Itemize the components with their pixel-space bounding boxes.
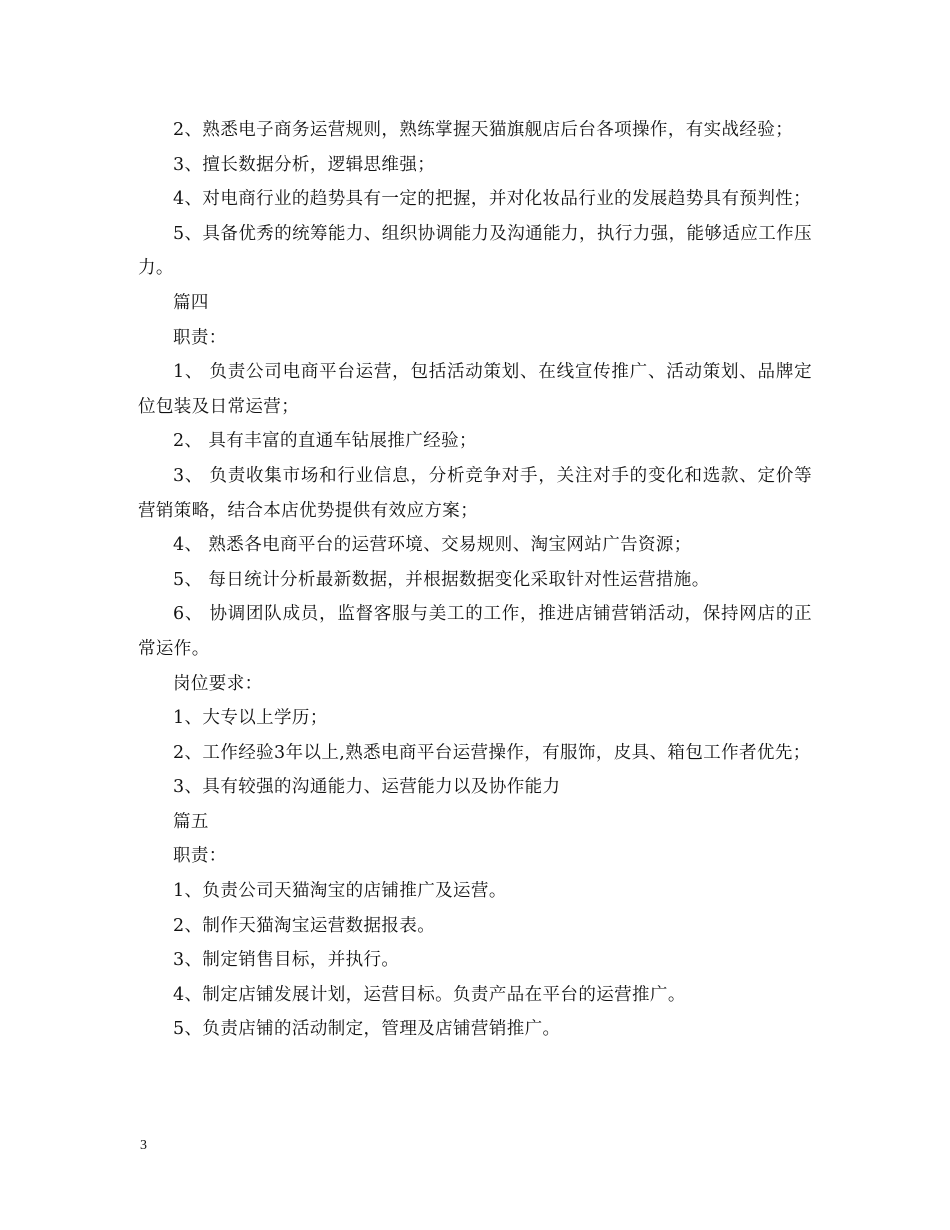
section5-duty-item-1: 1、负责公司天猫淘宝的店铺推广及运营。	[173, 881, 507, 902]
section5-duty-item-5: 5、负责店铺的活动制定，管理及店铺营销推广。	[173, 1019, 561, 1040]
duty-item-5: 5、 每日统计分析最新数据，并根据数据变化采取针对性运营措施。	[173, 569, 710, 590]
section5-duty-item-4: 4、制定店铺发展计划，运营目标。负责产品在平台的运营推广。	[173, 984, 686, 1005]
duty-item-3: 3、 负责收集市场和行业信息，分析竞争对手，关注对手的变化和选款、定价等营销策略，结合本店优势提供有效应方案；	[138, 465, 812, 521]
paragraph-requirement-3: 3、擅长数据分析，逻辑思维强；	[173, 154, 436, 175]
page-number: 3	[140, 1138, 147, 1153]
paragraph-requirement-2: 2、熟悉电子商务运营规则，熟练掌握天猫旗舰店后台各项操作，有实战经验；	[173, 120, 794, 140]
duty-item-6: 6、 协调团队成员，监督客服与美工的工作，推进店铺营销活动，保持网店的正常运作。	[138, 604, 812, 659]
requirement-item-2: 2、工作经验3年以上,熟悉电商平台运营操作，有服饰，皮具、箱包工作者优先；	[173, 742, 811, 763]
section-heading-4: 篇四	[173, 292, 209, 313]
section-heading-5: 篇五	[173, 811, 209, 832]
section5-duty-item-3: 3、制定销售目标，并执行。	[173, 950, 400, 971]
requirement-item-3: 3、具有较强的沟通能力、运营能力以及协作能力	[173, 777, 561, 798]
duties-heading-2: 职责：	[173, 846, 227, 867]
duties-heading: 职责：	[173, 327, 227, 348]
paragraph-requirement-5: 5、具备优秀的统筹能力、组织协调能力及沟通能力，执行力强，能够适应工作压力。	[138, 223, 812, 279]
requirement-item-1: 1、大专以上学历；	[173, 708, 328, 729]
section5-duty-item-2: 2、制作天猫淘宝运营数据报表。	[173, 915, 436, 936]
duty-item-1: 1、 负责公司电商平台运营，包括活动策划、在线宣传推广、活动策划、品牌定位包装及日常运营；	[138, 362, 812, 417]
paragraph-requirement-4: 4、对电商行业的趋势具有一定的把握，并对化妆品行业的发展趋势具有预判性；	[173, 189, 812, 210]
document-body	[138, 113, 812, 1047]
duty-item-4: 4、 熟悉各电商平台的运营环境、交易规则、淘宝网站广告资源；	[173, 535, 692, 556]
requirements-heading: 岗位要求：	[173, 673, 263, 694]
duty-item-2: 2、 具有丰富的直通车钻展推广经验；	[173, 431, 477, 452]
